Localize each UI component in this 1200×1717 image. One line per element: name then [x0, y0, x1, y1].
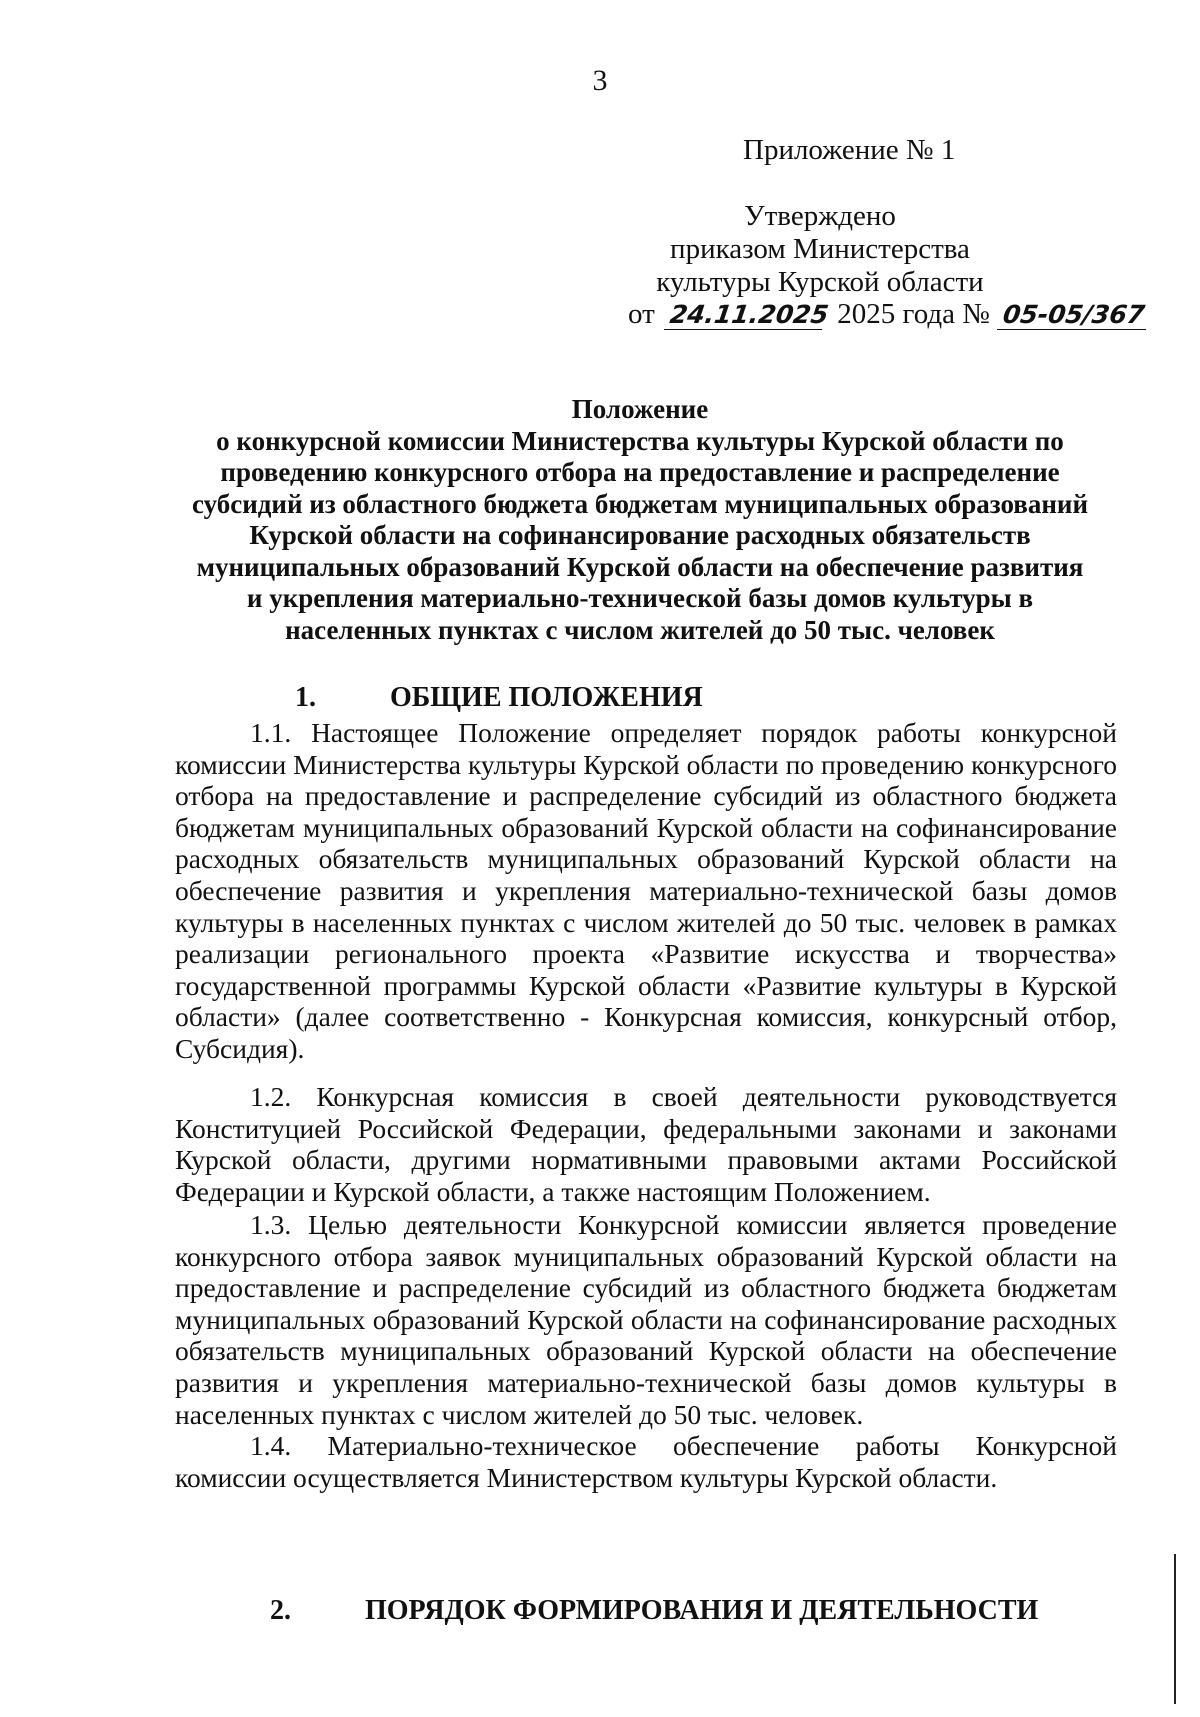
title-line: проведению конкурсного отбора на предоставление и распределение: [220, 457, 1060, 487]
approval-line-1: Утверждено: [744, 200, 896, 232]
section-title: ОБЩИЕ ПОЛОЖЕНИЯ: [390, 682, 703, 713]
title-line: муниципальных образований Курской области на обеспечение развития: [196, 551, 1084, 582]
section-2-heading: [270, 1595, 1038, 1627]
title-line: населенных пунктах с числом жителей до 50 тыс. человек: [285, 614, 995, 645]
approval-block: [600, 200, 1040, 299]
title-line: и укрепления материально-технической базы домов культуры в: [246, 583, 1034, 613]
appendix-label: Приложение № 1: [743, 134, 956, 166]
paragraph-1-3: 1.3. Целью деятельности Конкурсной комиссии является проведение конкурсного отбора заявок муниципальных образований Курской области на предоставление и распределение субсидий из областного бюджета бюджетам муниципальных образований Курской области на софинансирование расходных обязательств муниципальных образований Курской области на обеспечение развития и укрепления материально-технической базы домов культуры в населенных пунктах с числом жителей до 50 тыс. человек.: [175, 1209, 1117, 1430]
handwritten-date: 24.11.2025: [664, 301, 826, 330]
section-1-heading: [295, 682, 703, 714]
section-number: 2.: [270, 1595, 291, 1626]
approval-line-3: культуры Курской области: [656, 266, 984, 298]
approval-prefix: от: [628, 298, 655, 330]
approval-line-2: приказом Министерства: [670, 233, 970, 265]
title-line: Положение: [571, 394, 709, 424]
title-line: о конкурсной комиссии Министерства культуры Курской области по: [216, 425, 1064, 456]
approval-date-line: [628, 298, 1148, 331]
section-number: 1.: [295, 682, 316, 713]
paragraph-1-4: 1.4. Материально-техническое обеспечение работы Конкурсной комиссии осуществляется Министерством культуры Курской области.: [175, 1430, 1117, 1493]
title-line: субсидий из областного бюджета бюджетам муниципальных образований: [191, 488, 1089, 519]
scan-margin-line: [1174, 1554, 1176, 1704]
approval-year-text: 2025 года №: [837, 298, 990, 330]
paragraph-1-2: 1.2. Конкурсная комиссия в своей деятельности руководствуется Конституцией Российской Федерации, федеральными законами и законами Курской области, другими нормативными правовыми актами Российской Федерации и Курской области, а также настоящим Положением.: [175, 1081, 1117, 1207]
page-number: 3: [592, 64, 608, 97]
paragraph-1-1: 1.1. Настоящее Положение определяет порядок работы конкурсной комиссии Министерства культуры Курской области по проведению конкурсного отбора на предоставление и распределение субсидий из областного бюджета бюджетам муниципальных образований Курской области на софинансирование расходных обязательств муниципальных образований Курской области на обеспечение развития и укрепления материально-технической базы домов культуры в населенных пунктах с числом жителей до 50 тыс. человек в рамках реализации регионального проекта «Развитие искусства и творчества» государственной программы Курской области «Развитие культуры в Курской области» (далее соответственно - Конкурсная комиссия, конкурсный отбор, Субсидия).: [175, 717, 1117, 1064]
document-title: [160, 394, 1120, 646]
title-line: Курской области на софинансирование расходных обязательств: [249, 520, 1031, 550]
handwritten-order-number: 05-05/367: [997, 301, 1150, 330]
section-title: ПОРЯДОК ФОРМИРОВАНИЯ И ДЕЯТЕЛЬНОСТИ: [365, 1595, 1039, 1626]
